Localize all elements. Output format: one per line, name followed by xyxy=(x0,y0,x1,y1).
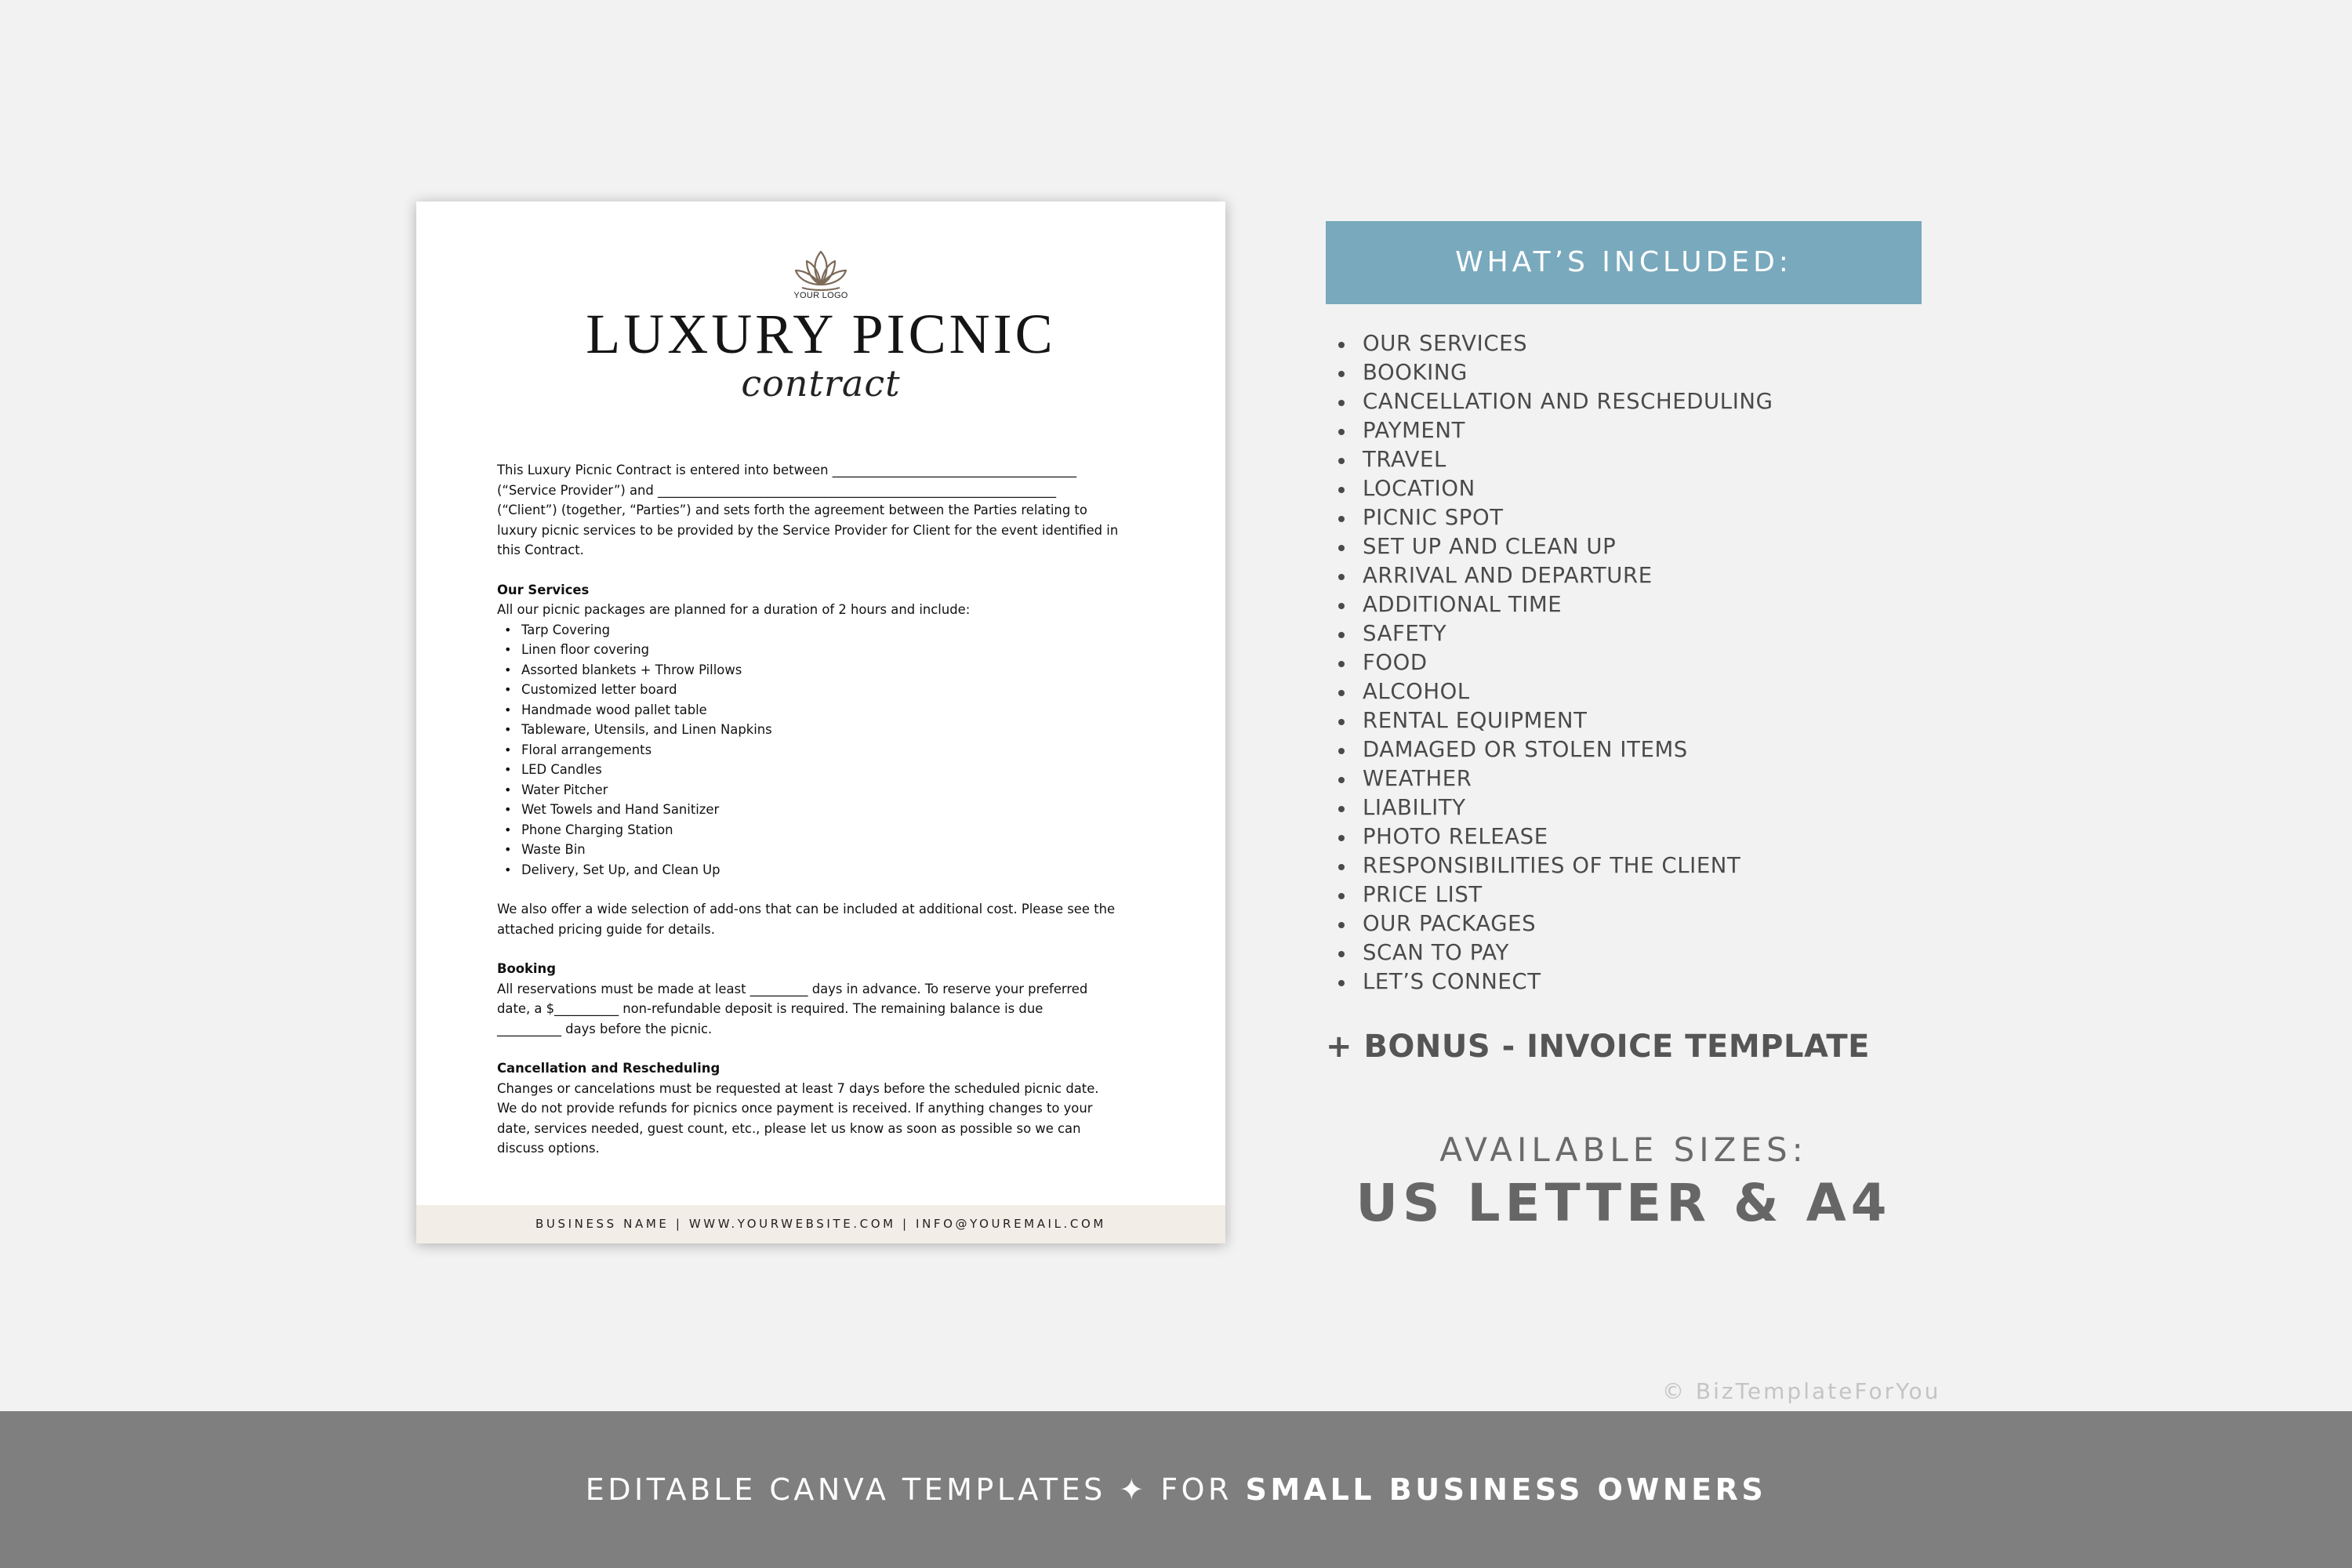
copyright-watermark: © BizTemplateForYou xyxy=(1662,1378,1941,1404)
addons-line: We also offer a wide selection of add-ons that can be included at additional cost. Please see the xyxy=(497,902,1116,916)
contract-page xyxy=(416,201,1225,1243)
service-item: • Assorted blankets + Throw Pillows xyxy=(521,660,1148,681)
included-item: PRICE LIST xyxy=(1363,880,1773,909)
included-item: SET UP AND CLEAN UP xyxy=(1363,532,1773,561)
included-item: WEATHER xyxy=(1363,764,1773,793)
addons-line: attached pricing guide for details. xyxy=(497,921,715,937)
included-item: SCAN TO PAY xyxy=(1363,938,1773,967)
contract-subtitle: contract xyxy=(741,362,901,405)
service-item: • Floral arrangements xyxy=(521,740,1148,760)
bonus-label: + BONUS - INVOICE TEMPLATE xyxy=(1326,1029,1870,1065)
included-item: OUR SERVICES xyxy=(1363,329,1773,358)
service-item: • Tarp Covering xyxy=(521,620,1148,641)
cancellation-heading: Cancellation and Rescheduling xyxy=(497,1061,720,1076)
intro-paragraph xyxy=(497,460,1148,561)
service-item: • Handmade wood pallet table xyxy=(521,700,1148,720)
included-item: SAFETY xyxy=(1363,619,1773,648)
included-item: RENTAL EQUIPMENT xyxy=(1363,706,1773,735)
included-item: PAYMENT xyxy=(1363,416,1773,445)
included-item: LOCATION xyxy=(1363,474,1773,503)
included-item: RESPONSIBILITIES OF THE CLIENT xyxy=(1363,851,1773,880)
booking-line: __________ days before the picnic. xyxy=(497,1021,713,1036)
included-item: LIABILITY xyxy=(1363,793,1773,822)
logo xyxy=(416,249,1225,300)
booking-line: date, a $__________ non-refundable deposit is required. The remaining balance is due xyxy=(497,1001,1044,1016)
services-lead: All our picnic packages are planned for a duration of 2 hours and include: xyxy=(497,602,971,617)
lotus-icon xyxy=(791,249,851,294)
included-item: ALCOHOL xyxy=(1363,677,1773,706)
banner-prefix: EDITABLE CANVA TEMPLATES ✦ FOR xyxy=(585,1472,1246,1507)
logo-text: YOUR LOGO xyxy=(793,291,848,300)
cancellation-line: We do not provide refunds for picnics once payment is received. If anything changes to your xyxy=(497,1101,1093,1116)
service-item: • Tableware, Utensils, and Linen Napkins xyxy=(521,720,1148,740)
sizes-value: US LETTER & A4 xyxy=(1356,1173,1892,1233)
intro-line: This Luxury Picnic Contract is entered into between ______________________________________ xyxy=(497,463,1077,477)
services-heading: Our Services xyxy=(497,582,590,597)
booking-heading: Booking xyxy=(497,961,556,976)
intro-line: (“Service Provider”) and ______________________________________________________________ xyxy=(497,482,1057,498)
intro-line: (“Client”) (together, “Parties”) and sets forth the agreement between the Parties relating to xyxy=(497,503,1087,517)
included-item: OUR PACKAGES xyxy=(1363,909,1773,938)
sizes-label: AVAILABLE SIZES: xyxy=(1439,1131,1808,1169)
included-item: DAMAGED OR STOLEN ITEMS xyxy=(1363,735,1773,764)
service-item: • Water Pitcher xyxy=(521,780,1148,800)
contract-footer: BUSINESS NAME | WWW.YOURWEBSITE.COM | INFO@YOUREMAIL.COM xyxy=(416,1205,1225,1243)
cancellation-line: discuss options. xyxy=(497,1141,600,1156)
services-list xyxy=(497,620,1148,880)
contract-title: LUXURY PICNIC xyxy=(586,303,1056,365)
included-item: LET’S CONNECT xyxy=(1363,967,1773,996)
included-item: TRAVEL xyxy=(1363,445,1773,474)
service-item: • Phone Charging Station xyxy=(521,820,1148,840)
service-item: • Linen floor covering xyxy=(521,640,1148,660)
service-item: • Customized letter board xyxy=(521,680,1148,700)
banner-emphasis: SMALL BUSINESS OWNERS xyxy=(1245,1472,1767,1507)
included-item: FOOD xyxy=(1363,648,1773,677)
bottom-banner xyxy=(0,1411,2352,1568)
included-item: ADDITIONAL TIME xyxy=(1363,590,1773,619)
included-item: CANCELLATION AND RESCHEDULING xyxy=(1363,387,1773,416)
cancellation-line: date, services needed, guest count, etc., please let us know as soon as possible so we can xyxy=(497,1120,1081,1136)
included-item: PICNIC SPOT xyxy=(1363,503,1773,532)
intro-line: this Contract. xyxy=(497,543,584,557)
included-heading: WHAT’S INCLUDED: xyxy=(1326,221,1922,304)
included-list xyxy=(1363,329,1773,996)
contract-body xyxy=(497,460,1148,1159)
booking-line: All reservations must be made at least _________ days in advance. To reserve your preferred xyxy=(497,981,1088,996)
service-item: • Wet Towels and Hand Sanitizer xyxy=(521,800,1148,820)
cancellation-line: Changes or cancelations must be requested at least 7 days before the scheduled picnic date. xyxy=(497,1080,1099,1096)
service-item: • Delivery, Set Up, and Clean Up xyxy=(521,860,1148,880)
included-item: PHOTO RELEASE xyxy=(1363,822,1773,851)
addons-paragraph xyxy=(497,899,1148,939)
service-item: • Waste Bin xyxy=(521,840,1148,860)
intro-line: luxury picnic services to be provided by the Service Provider for Client for the event identified in xyxy=(497,522,1119,538)
included-item: BOOKING xyxy=(1363,358,1773,387)
included-item: ARRIVAL AND DEPARTURE xyxy=(1363,561,1773,590)
service-item: • LED Candles xyxy=(521,760,1148,780)
